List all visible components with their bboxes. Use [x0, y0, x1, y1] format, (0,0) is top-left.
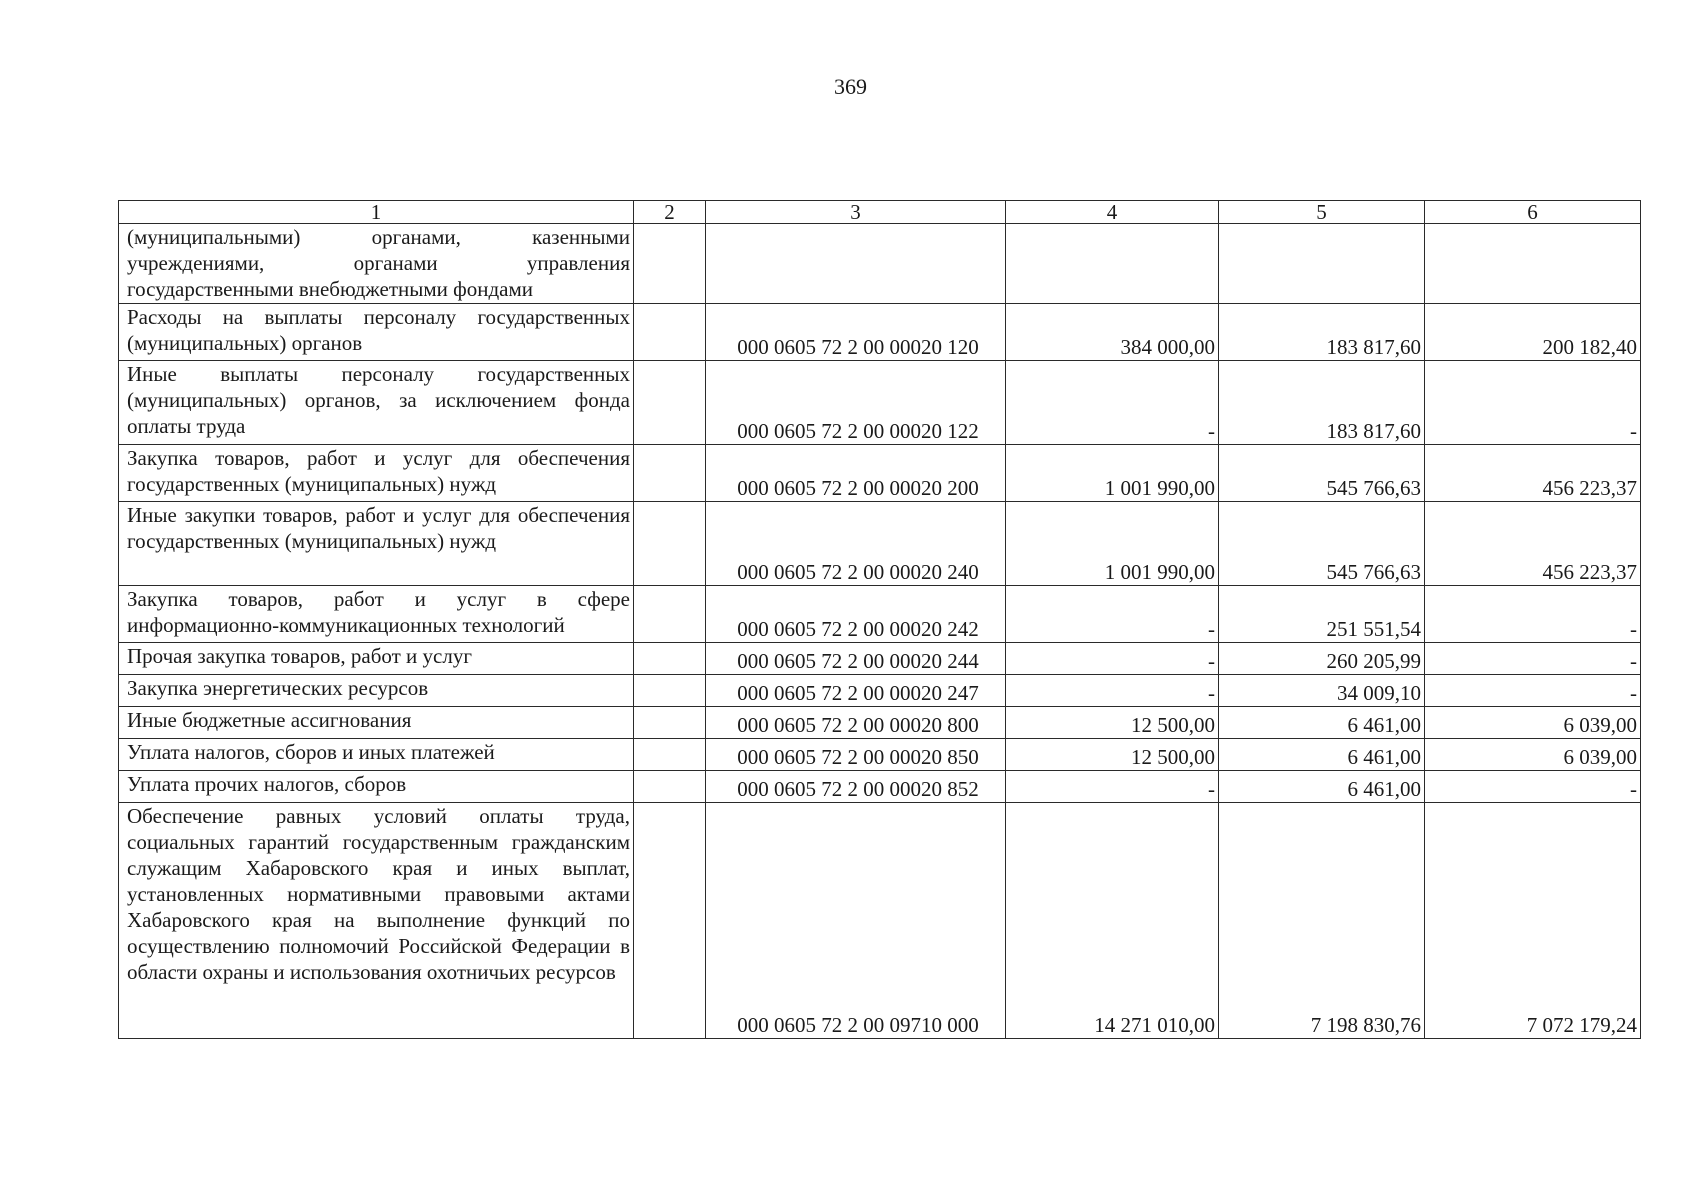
- row-col2: [634, 707, 706, 739]
- row-value-6: 7 072 179,24: [1425, 803, 1641, 1039]
- row-name: Закупка товаров, работ и услуг в сфере информационно-коммуникационных технологий: [119, 586, 634, 643]
- row-value-4: -: [1006, 643, 1219, 675]
- row-col2: [634, 803, 706, 1039]
- row-value-5: 545 766,63: [1219, 445, 1425, 502]
- table-row: [119, 224, 1641, 304]
- row-name: Иные бюджетные ассигнования: [119, 707, 634, 739]
- column-header-3: 3: [706, 201, 1006, 224]
- row-code: 000 0605 72 2 00 00020 247: [706, 675, 1006, 707]
- row-value-6: -: [1425, 771, 1641, 803]
- row-value-4: -: [1006, 586, 1219, 643]
- row-value-6: 6 039,00: [1425, 707, 1641, 739]
- row-value-4: 384 000,00: [1006, 304, 1219, 361]
- row-name: Уплата прочих налогов, сборов: [119, 771, 634, 803]
- row-name: Расходы на выплаты персоналу государственных (муниципальных) органов: [119, 304, 634, 361]
- budget-table: [118, 200, 1641, 1039]
- row-value-5: 6 461,00: [1219, 739, 1425, 771]
- row-value-5: 6 461,00: [1219, 771, 1425, 803]
- row-value-5: 251 551,54: [1219, 586, 1425, 643]
- table-row: [119, 445, 1641, 502]
- row-code: 000 0605 72 2 00 00020 242: [706, 586, 1006, 643]
- row-value-4: 1 001 990,00: [1006, 502, 1219, 586]
- row-code: 000 0605 72 2 00 00020 244: [706, 643, 1006, 675]
- table-row: [119, 707, 1641, 739]
- row-value-6: [1425, 224, 1641, 304]
- row-value-6: 456 223,37: [1425, 445, 1641, 502]
- column-header-4: 4: [1006, 201, 1219, 224]
- row-value-5: 34 009,10: [1219, 675, 1425, 707]
- table-row: [119, 643, 1641, 675]
- row-value-5: 183 817,60: [1219, 361, 1425, 445]
- table-row: [119, 586, 1641, 643]
- row-col2: [634, 739, 706, 771]
- row-code: 000 0605 72 2 00 00020 240: [706, 502, 1006, 586]
- row-code: 000 0605 72 2 00 00020 200: [706, 445, 1006, 502]
- header-row: [119, 201, 1641, 224]
- row-col2: [634, 643, 706, 675]
- table-row: [119, 361, 1641, 445]
- row-value-4: 12 500,00: [1006, 739, 1219, 771]
- row-value-5: 545 766,63: [1219, 502, 1425, 586]
- row-value-5: 183 817,60: [1219, 304, 1425, 361]
- row-code: 000 0605 72 2 00 00020 852: [706, 771, 1006, 803]
- row-name: Закупка энергетических ресурсов: [119, 675, 634, 707]
- column-header-2: 2: [634, 201, 706, 224]
- row-value-4: -: [1006, 675, 1219, 707]
- row-value-6: -: [1425, 586, 1641, 643]
- row-value-6: 456 223,37: [1425, 502, 1641, 586]
- row-value-5: 7 198 830,76: [1219, 803, 1425, 1039]
- row-value-4: 1 001 990,00: [1006, 445, 1219, 502]
- table-header: [119, 201, 1641, 224]
- row-value-6: 6 039,00: [1425, 739, 1641, 771]
- row-code: 000 0605 72 2 00 00020 122: [706, 361, 1006, 445]
- table-row: [119, 803, 1641, 1039]
- row-value-4: -: [1006, 771, 1219, 803]
- row-col2: [634, 304, 706, 361]
- row-col2: [634, 361, 706, 445]
- row-value-6: 200 182,40: [1425, 304, 1641, 361]
- row-code: 000 0605 72 2 00 00020 120: [706, 304, 1006, 361]
- column-header-1: 1: [119, 201, 634, 224]
- column-header-5: 5: [1219, 201, 1425, 224]
- table-row: [119, 739, 1641, 771]
- row-name: Прочая закупка товаров, работ и услуг: [119, 643, 634, 675]
- table-row: [119, 771, 1641, 803]
- row-value-5: 6 461,00: [1219, 707, 1425, 739]
- row-code: [706, 224, 1006, 304]
- row-col2: [634, 445, 706, 502]
- row-name: Закупка товаров, работ и услуг для обеспечения государственных (муниципальных) нужд: [119, 445, 634, 502]
- row-value-4: 14 271 010,00: [1006, 803, 1219, 1039]
- row-col2: [634, 771, 706, 803]
- row-name: Уплата налогов, сборов и иных платежей: [119, 739, 634, 771]
- row-code: 000 0605 72 2 00 00020 800: [706, 707, 1006, 739]
- row-name: (муниципальными) органами, казенными учреждениями, органами управления государственными внебюджетными фондами: [119, 224, 634, 304]
- row-name: Иные выплаты персоналу государственных (муниципальных) органов, за исключением фонда оплаты труда: [119, 361, 634, 445]
- row-value-5: 260 205,99: [1219, 643, 1425, 675]
- row-value-4: [1006, 224, 1219, 304]
- column-header-6: 6: [1425, 201, 1641, 224]
- row-value-6: -: [1425, 675, 1641, 707]
- row-value-4: 12 500,00: [1006, 707, 1219, 739]
- row-value-4: -: [1006, 361, 1219, 445]
- row-value-6: -: [1425, 361, 1641, 445]
- row-code: 000 0605 72 2 00 00020 850: [706, 739, 1006, 771]
- table-row: [119, 502, 1641, 586]
- row-col2: [634, 675, 706, 707]
- row-col2: [634, 586, 706, 643]
- page-number: 369: [834, 74, 867, 99]
- row-col2: [634, 502, 706, 586]
- row-value-5: [1219, 224, 1425, 304]
- row-code: 000 0605 72 2 00 09710 000: [706, 803, 1006, 1039]
- row-name: Иные закупки товаров, работ и услуг для обеспечения государственных (муниципальных) нужд: [119, 502, 634, 586]
- table-row: [119, 675, 1641, 707]
- row-col2: [634, 224, 706, 304]
- row-name: Обеспечение равных условий оплаты труда, социальных гарантий государственным гражданским служащим Хабаровского края и иных выплат, установленных нормативными правовыми актами Хабаровского края на выполнение функций по осуществлению полномочий Российской Федерации в области охраны и использования охотничьих ресурсов: [119, 803, 634, 1039]
- table-body: [119, 224, 1641, 1039]
- table-row: [119, 304, 1641, 361]
- row-value-6: -: [1425, 643, 1641, 675]
